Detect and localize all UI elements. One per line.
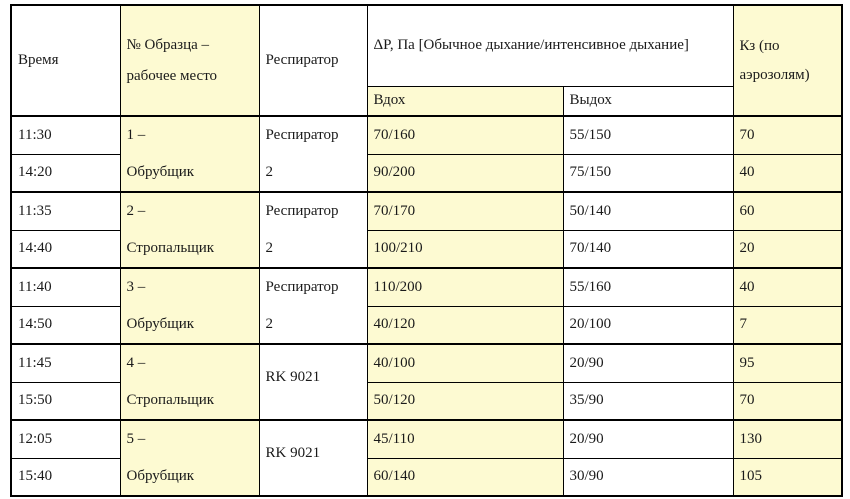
- exhale-cell: 30/90: [563, 458, 733, 496]
- inhale-cell: 110/200: [367, 268, 563, 306]
- inhale-cell: 70/160: [367, 116, 563, 154]
- respirator-model: 2: [265, 164, 273, 180]
- sample-workplace: Стропальщик: [126, 392, 215, 408]
- respirator-cell: RK 9021: [259, 420, 367, 496]
- sample-number: 2 –: [126, 203, 146, 219]
- sample-number: 3 –: [126, 279, 146, 295]
- inhale-cell: 90/200: [367, 154, 563, 192]
- exhale-cell: 55/150: [563, 116, 733, 154]
- respirator-cell: RK 9021: [259, 344, 367, 420]
- protection-factor-cell: 60: [733, 192, 842, 230]
- exhale-cell: 50/140: [563, 192, 733, 230]
- sample-number: 1 –: [126, 127, 146, 143]
- header-respirator: Респиратор: [259, 5, 367, 116]
- header-pressure-drop: ΔP, Па [Обычное дыхание/интенсивное дыхание]: [367, 5, 733, 86]
- exhale-cell: 75/150: [563, 154, 733, 192]
- inhale-cell: 40/120: [367, 306, 563, 344]
- sample-cell: [120, 268, 259, 344]
- respirator-model: 2: [265, 240, 273, 256]
- inhale-cell: 50/120: [367, 382, 563, 420]
- exhale-cell: 20/100: [563, 306, 733, 344]
- header-time: Время: [11, 5, 120, 116]
- sample-workplace: Обрубщик: [126, 468, 195, 484]
- respirator-name: Респиратор: [265, 203, 339, 219]
- protection-factor-cell: 130: [733, 420, 842, 458]
- time-cell: 12:05: [11, 420, 120, 458]
- time-cell: 11:30: [11, 116, 120, 154]
- inhale-cell: 100/210: [367, 230, 563, 268]
- time-cell: 15:50: [11, 382, 120, 420]
- sample-cell: [120, 192, 259, 268]
- sample-workplace: Обрубщик: [126, 316, 195, 332]
- time-cell: 14:20: [11, 154, 120, 192]
- protection-factor-cell: 95: [733, 344, 842, 382]
- sample-workplace: Стропальщик: [126, 240, 215, 256]
- exhale-cell: 20/90: [563, 344, 733, 382]
- header-sample: № Образца – рабочее место: [120, 5, 259, 116]
- respirator-name: Респиратор: [265, 279, 339, 295]
- sample-workplace: Обрубщик: [126, 164, 195, 180]
- table-row: [11, 420, 842, 458]
- respirator-cell: [259, 268, 367, 344]
- protection-factor-cell: 70: [733, 382, 842, 420]
- inhale-cell: 45/110: [367, 420, 563, 458]
- table-row: [11, 268, 842, 306]
- protection-factor-cell: 40: [733, 268, 842, 306]
- exhale-cell: 70/140: [563, 230, 733, 268]
- data-table: [10, 4, 843, 497]
- respirator-model: 2: [265, 316, 273, 332]
- protection-factor-cell: 105: [733, 458, 842, 496]
- exhale-cell: 20/90: [563, 420, 733, 458]
- time-cell: 14:40: [11, 230, 120, 268]
- inhale-cell: 40/100: [367, 344, 563, 382]
- sample-number: 5 –: [126, 431, 146, 447]
- time-cell: 15:40: [11, 458, 120, 496]
- respirator-cell: [259, 192, 367, 268]
- exhale-cell: 35/90: [563, 382, 733, 420]
- protection-factor-cell: 70: [733, 116, 842, 154]
- respirator-cell: [259, 116, 367, 192]
- sample-cell: [120, 116, 259, 192]
- table-row: [11, 344, 842, 382]
- sample-cell: [120, 344, 259, 420]
- sample-cell: [120, 420, 259, 496]
- protection-factor-cell: 40: [733, 154, 842, 192]
- inhale-cell: 60/140: [367, 458, 563, 496]
- header-protection-factor: Кз (по аэрозолям): [733, 5, 842, 116]
- time-cell: 14:50: [11, 306, 120, 344]
- time-cell: 11:40: [11, 268, 120, 306]
- table-row: [11, 116, 842, 154]
- inhale-cell: 70/170: [367, 192, 563, 230]
- sample-number: 4 –: [126, 355, 146, 371]
- respirator-name: Респиратор: [265, 127, 339, 143]
- protection-factor-cell: 20: [733, 230, 842, 268]
- table-row: [11, 192, 842, 230]
- time-cell: 11:35: [11, 192, 120, 230]
- exhale-cell: 55/160: [563, 268, 733, 306]
- time-cell: 11:45: [11, 344, 120, 382]
- protection-factor-cell: 7: [733, 306, 842, 344]
- header-exhale: Выдох: [563, 86, 733, 116]
- header-inhale: Вдох: [367, 86, 563, 116]
